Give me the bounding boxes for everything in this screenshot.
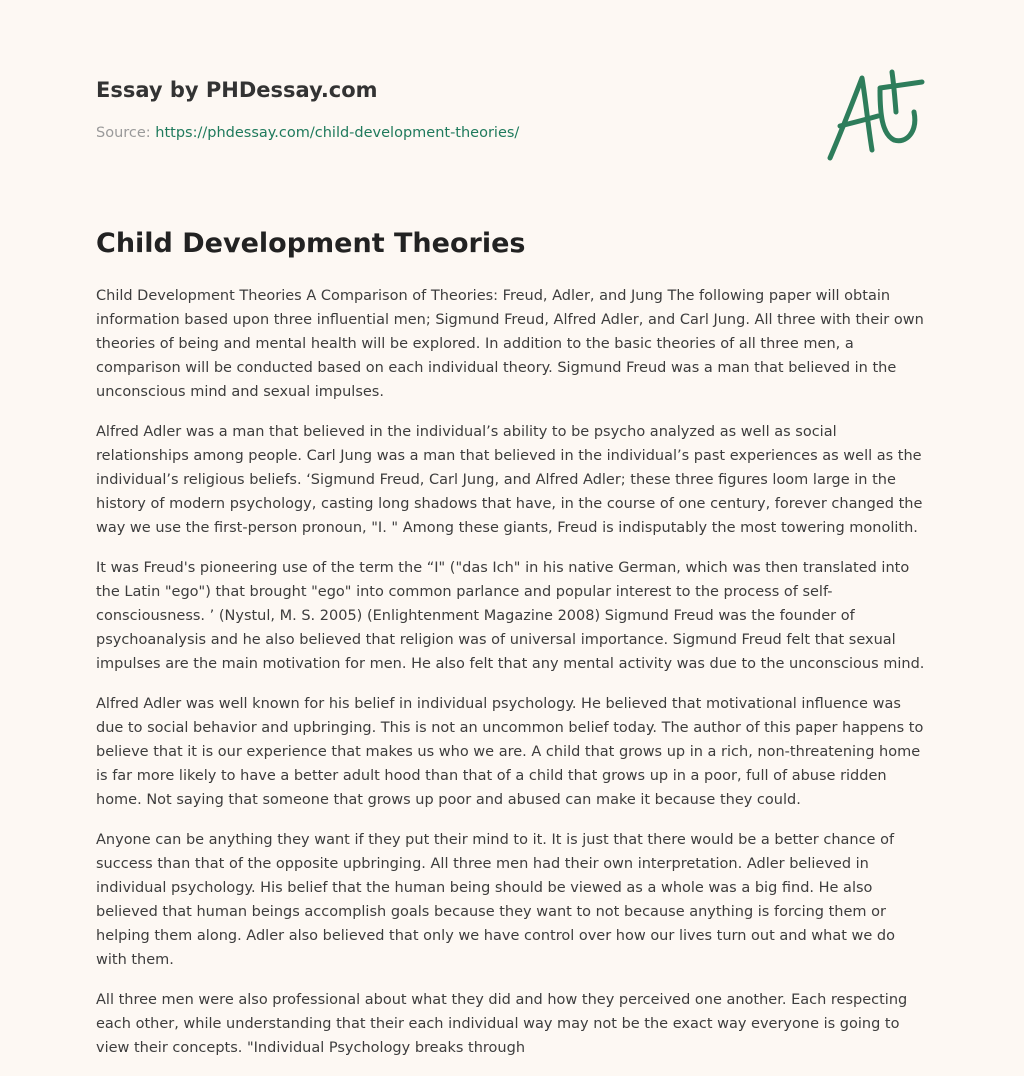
- essay-header: [96, 76, 928, 176]
- brand-name: Essay by PHDessay.com: [96, 78, 378, 102]
- source-line: [96, 123, 519, 143]
- source-link[interactable]: https://phdessay.com/child-development-theories/: [155, 125, 520, 141]
- source-label: Source:: [96, 125, 156, 141]
- a-plus-logo-graphic: [822, 68, 928, 164]
- essay-paragraph: It was Freud's pioneering use of the term the “I" ("das Ich" in his native German, which was then translated into the Latin "ego") that brought "ego" into common parlance and popular interest to the process of self-consciousness. ’ (Nystul, M. S. 2005) (Enlightenment Magazine 2008) Sigmund Freud was the founder of psychoanalysis and he also believed that religion was of universal importance. Sigmund Freud felt that sexual impulses are the main motivation for men. He also felt that any mental activity was due to the unconscious mind.: [96, 560, 925, 672]
- essay-body: [96, 284, 930, 1076]
- essay-title: Child Development Theories: [96, 228, 526, 259]
- essay-paragraph: Anyone can be anything they want if they put their mind to it. It is just that there would be a better chance of success than that of the opposite upbringing. All three men had their own interpretation. Adler believed in individual psychology. His belief that the human being should be viewed as a whole was a big find. He also believed that human beings accomplish goals because they want to not because anything is forcing them or helping them along. Adler also believed that only we have control over how our lives turn out and what we do with them.: [96, 832, 895, 968]
- essay-paragraph: Child Development Theories A Comparison of Theories: Freud, Adler, and Jung The following paper will obtain information based upon three influential men; Sigmund Freud, Alfred Adler, and Carl Jung. All three with their own theories of being and mental health will be explored. In addition to the basic theories of all three men, a comparison will be conducted based on each individual theory. Sigmund Freud was a man that believed in the unconscious mind and sexual impulses.: [96, 288, 924, 400]
- essay-paragraph: All three men were also professional about what they did and how they perceived one another. Each respecting each other, while understanding that their each individual way may not be the exact way everyone is going to view their concepts. "Individual Psychology breaks through: [96, 992, 908, 1056]
- a-plus-logo-icon: [822, 68, 928, 164]
- essay-paragraph: Alfred Adler was well known for his belief in individual psychology. He believed that motivational influence was due to social behavior and upbringing. This is not an uncommon belief today. The author of this paper happens to believe that it is our experience that makes us who we are. A child that grows up in a rich, non-threatening home is far more likely to have a better adult hood than that of a child that grows up in a poor, full of abuse ridden home. Not saying that someone that grows up poor and abused can make it because they could.: [96, 696, 924, 808]
- essay-paragraph: Alfred Adler was a man that believed in the individual’s ability to be psycho analyzed as well as social relationships among people. Carl Jung was a man that believed in the individual’s past experiences as well as the individual’s religious beliefs. ‘Sigmund Freud, Carl Jung, and Alfred Adler; these three figures loom large in the history of modern psychology, casting long shadows that have, in the course of one century, forever changed the way we use the first-person pronoun, "I. " Among these giants, Freud is indisputably the most towering monolith.: [96, 424, 923, 536]
